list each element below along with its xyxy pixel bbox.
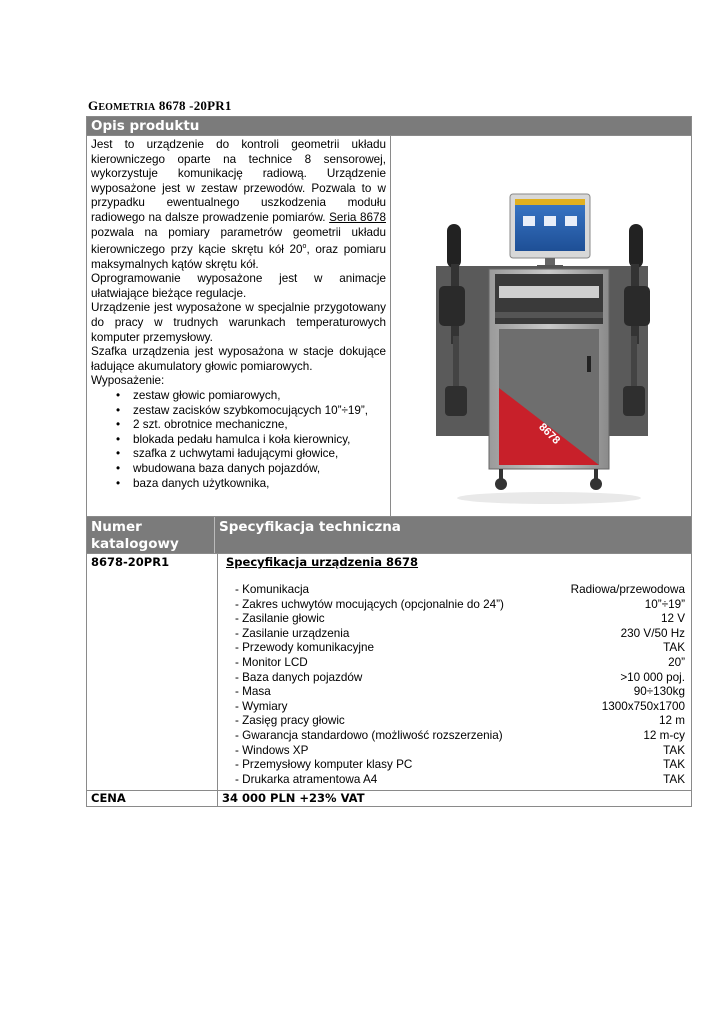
table-row: - Baza danych pojazdów >10 000 poj.	[235, 670, 685, 684]
title-rest: 8678 -20PR1	[155, 98, 232, 113]
table-row: - Monitor LCD 20”	[235, 655, 685, 669]
cabinet-wheels	[495, 469, 602, 490]
description-header: Opis produktu	[87, 117, 691, 135]
catalog-number-header: Numer katalogowy	[87, 517, 215, 553]
model-label: 8678	[536, 421, 563, 447]
description-text	[87, 136, 391, 516]
wheel-aligner-illustration	[391, 136, 691, 514]
spec-content	[218, 554, 691, 790]
table-row: - Przewody komunikacyjne TAK	[235, 641, 685, 655]
price-row	[87, 790, 691, 806]
catalog-number: 8678-20PR1	[87, 554, 218, 790]
spec-subtitle: Specyfikacja urządzenia 8678	[226, 555, 419, 569]
price-label: CENA	[87, 791, 218, 806]
table-row: - Zasięg pracy głowic 12 m	[235, 714, 685, 728]
table-row: - Drukarka atramentowa A4 TAK	[235, 772, 685, 786]
title-prefix: G	[88, 98, 99, 113]
spec-header: Specyfikacja techniczna	[219, 519, 401, 535]
table-row: - Masa 90÷130kg	[235, 685, 685, 699]
equipment-heading: Wyposażenie:	[91, 374, 165, 388]
table-row: - Komunikacja Radiowa/przewodowa	[235, 583, 685, 596]
list-item: • blokada pedału hamulca i koła kierownicy,	[133, 433, 386, 448]
table-row: - Wymiary 1300x750x1700	[235, 699, 685, 713]
series-link: Seria 8678	[329, 210, 386, 224]
spec-row	[87, 553, 691, 790]
list-item: • szafka z uchwytami ładującymi głowice,	[133, 447, 386, 462]
table-row: - Gwarancja standardowo (możliwość rozszerzenia) 12 m-cy	[235, 728, 685, 742]
cabinet	[489, 269, 609, 469]
table-row: - Zasilanie głowic 12 V	[235, 612, 685, 626]
spec-list	[224, 583, 685, 787]
description-row	[87, 135, 691, 516]
computer-paragraph: Urządzenie jest wyposażone w specjalnie przygotowany do pracy w trudnych warunkach temperaturowych komputer przemysłowy.	[91, 301, 386, 344]
table-row: - Przemysłowy komputer klasy PC TAK	[235, 758, 685, 772]
product-image	[391, 136, 691, 516]
price-value: 34 000 PLN +23% VAT	[222, 791, 365, 805]
page-title	[88, 98, 232, 114]
list-item: • 2 szt. obrotnice mechaniczne,	[133, 418, 386, 433]
product-table	[86, 116, 692, 807]
table-row: - Zasilanie urządzenia 230 V/50 Hz	[235, 626, 685, 640]
cabinet-paragraph: Szafka urządzenia jest wyposażona w stacje dokujące ładujące akumulatory głowic pomiarowych.	[91, 345, 386, 373]
list-item: • wbudowana baza danych pojazdów,	[133, 462, 386, 477]
equipment-list	[91, 389, 386, 491]
table-row: - Windows XP TAK	[235, 743, 685, 757]
list-item: • zestaw zacisków szybkomocujących 10”÷19”,	[133, 404, 386, 419]
list-item: • baza danych użytkownika,	[133, 477, 386, 492]
software-paragraph: Oprogramowanie wyposażone jest w animacje ułatwiające bieżące regulacje.	[91, 272, 386, 300]
lcd-monitor	[510, 194, 590, 268]
table-row: - Zakres uchwytów mocujących (opcjonalnie do 24”) 10”÷19”	[235, 597, 685, 611]
list-item: • zestaw głowic pomiarowych,	[133, 389, 386, 404]
spec-header-row	[87, 516, 691, 553]
title-smallcaps: EOMETRIA	[98, 102, 156, 113]
description-paragraph: Jest to urządzenie do kontroli geometrii układu kierowniczego oparte na technice 8 sensorowej, wykorzystuje komunikację radiową. Urządzenie wyposażone jest w zestaw przewodów. Pozwala to w przypadku ewentualnego uszkodzenia modułu radiowego na dalsze prowadzenie pomiarów. Seria 8678 pozwala na pomiary parametrów geometrii układu kierowniczego przy kącie skrętu kół 20$^o$, oraz pomiaru maksymalnych kątów skrętu kół.	[91, 138, 386, 271]
